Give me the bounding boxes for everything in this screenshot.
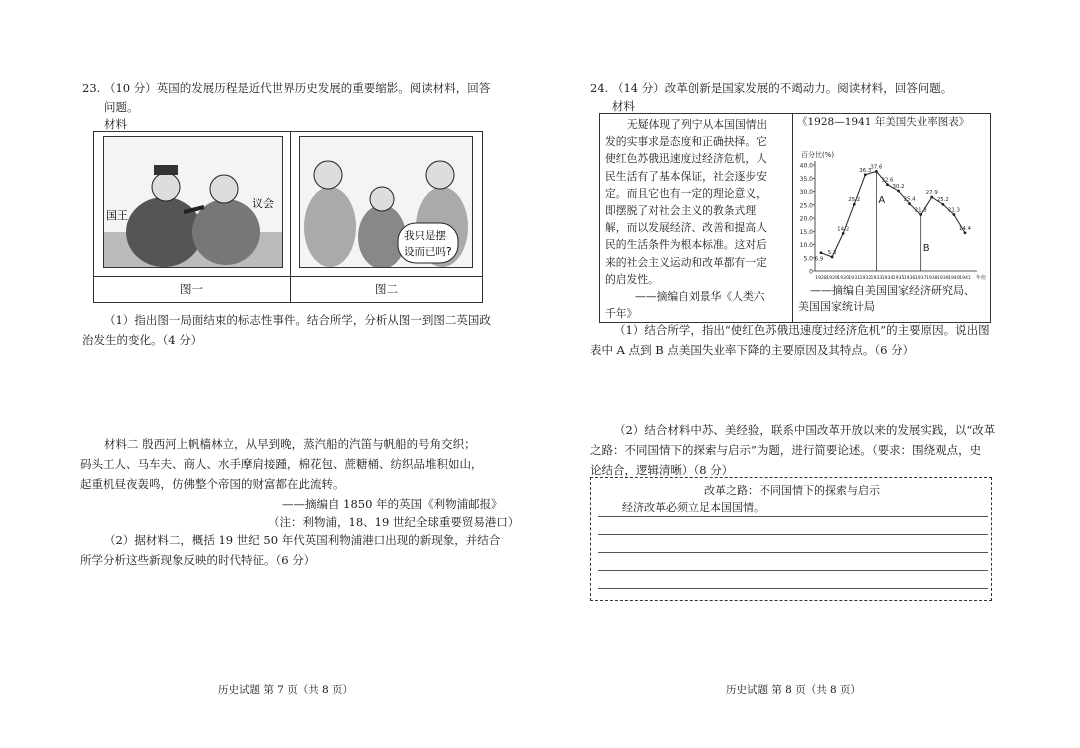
text-line: 发的实事求是态度和正确抉择。它 (605, 135, 767, 149)
data-label: 27.9 (925, 190, 938, 197)
data-label: 25.2 (936, 197, 949, 204)
q24-sub2-line1: （2）结合材料中苏、美经验，联系中国改革开放以来的发展实践，以“改革 (614, 423, 996, 437)
q23-sub2-line1: （2）据材料二，概括 19 世纪 50 年代英国利物浦港口出现的新现象，并结合 (104, 533, 501, 547)
material-two-line1: 材料二 殷西河上帆樯林立，从早到晚，蒸汽船的汽笛与帆船的号角交织； (104, 437, 476, 451)
text-line: 使红色苏俄迅速度过经济危机，人 (605, 152, 767, 166)
cartoon-figure-one (103, 136, 283, 268)
label-parliament: 议会 (252, 197, 274, 210)
y-tick-label: 0 (809, 268, 813, 276)
q23-title-cont: 问题。 (104, 100, 139, 114)
q23-sub2-line2: 所学分析这些新现象反映的时代特征。（6 分） (80, 553, 316, 567)
y-tick-label: 35.0 (799, 175, 813, 183)
x-tick-label: 1933 (870, 276, 883, 281)
q24-title: 24. （14 分）改革创新是国家发展的不竭动力。阅读材料，回答问题。 (590, 81, 953, 95)
answer-rule (598, 516, 988, 517)
text-line: 民的生活条件为根本标准。这对后 (605, 238, 767, 252)
material-label: 材料 (104, 117, 127, 131)
q24-sub2-line2: 之路：不同国情下的探索与启示”为题，进行简要论述。（要求：围绕观点，史 (590, 443, 982, 457)
page-footer-8: 历史试题 第 8 页（共 8 页） (726, 684, 862, 696)
annotation-label: A (878, 195, 886, 207)
data-label: 30.2 (892, 183, 905, 190)
data-point (864, 173, 867, 176)
x-tick-label: 1935 (892, 276, 905, 281)
data-point (908, 202, 911, 205)
y-tick-label: 20.0 (799, 215, 813, 223)
material-two-source: ——摘编自 1850 年的英国《利物浦邮报》 (282, 497, 503, 511)
data-label: 14.2 (837, 226, 850, 233)
caption-divider (93, 276, 483, 277)
material-two-line2: 码头工人、马车夫、商人、水手摩肩接踵，棉花包、蔗糖桶、纺织品堆积如山， (80, 457, 483, 471)
q23-sub1-line2: 治发生的变化。（4 分） (82, 333, 203, 347)
x-tick-label: 1937 (914, 276, 927, 281)
data-label: 14.4 (958, 225, 972, 232)
speech-line-1: 我只是摆 (404, 230, 446, 242)
material-two-line3: 起重机昼夜轰鸣，仿佛整个帝国的财富都在此流转。 (80, 477, 345, 491)
unemployment-chart (795, 115, 987, 295)
y-tick-label: 40.0 (799, 162, 813, 170)
q23-sub1-line1: （1）指出图一局面结束的标志性事件。结合所学，分析从图一到图二英国政 (104, 313, 491, 327)
data-point (897, 190, 900, 193)
data-label: 25.4 (903, 196, 916, 203)
data-point (953, 213, 956, 216)
data-point (820, 251, 823, 254)
y-tick-label: 5.0 (803, 255, 813, 263)
data-label: 36.3 (859, 167, 872, 174)
text-line: 解，而以发展经济、改善和提高人 (605, 221, 767, 235)
y-tick-label: 25.0 (799, 202, 813, 210)
y-tick-label: 30.0 (799, 189, 813, 196)
x-tick-label: 1936 (903, 276, 916, 281)
x-axis-label: 年份 (975, 275, 987, 281)
text-line: 来的社会主义运动和改革都有一定 (605, 255, 767, 269)
caption-figure-one: 图一 (180, 282, 203, 296)
data-label: 37.6 (870, 164, 883, 171)
data-point (930, 196, 933, 199)
answer-rule (598, 570, 988, 571)
chart-source-1: ——摘编自美国国家经济研究局、 (810, 284, 975, 297)
data-label: 5.3 (827, 249, 837, 256)
x-tick-label: 1938 (925, 276, 938, 281)
text-line: 的启发性。 (605, 272, 659, 286)
q24-sub1-line1: （1）结合所学，指出“使红色苏俄迅速度过经济危机”的主要原因。说出图 (614, 323, 990, 337)
annotation-label: B (922, 242, 930, 254)
data-point (941, 203, 944, 206)
data-point (853, 203, 856, 206)
text-line: 无疑体现了列宁从本国国情出 (627, 118, 768, 131)
text-source-2: 千年》 (605, 307, 638, 321)
data-label: 32.6 (881, 177, 894, 184)
chart-source-2: 美国国家统计局 (798, 300, 875, 313)
answer-title: 改革之路：不同国情下的探索与启示 (704, 484, 880, 497)
data-point (886, 183, 889, 186)
label-king: 国王 (106, 209, 128, 222)
data-point (831, 256, 834, 259)
x-tick-label: 1934 (881, 276, 894, 281)
data-point (964, 231, 967, 234)
answer-rule (598, 534, 988, 535)
chart-title: 《1928—1941 年美国失业率图表》 (797, 116, 970, 128)
caption-figure-two: 图二 (375, 282, 398, 296)
answer-line-1: 经济改革必须立足本国国情。 (622, 501, 765, 514)
page-footer-7: 历史试题 第 7 页（共 8 页） (218, 684, 354, 696)
x-tick-label: 1930 (837, 276, 850, 281)
speech-line-2: 设而已吗? (404, 246, 452, 258)
q24-sub2-line3: 论结合，逻辑清晰）（8 分） (590, 463, 734, 477)
text-line: 民生活有了基本保证，社会逐步安 (605, 169, 767, 183)
q24-sub1-line2: 表中 A 点到 B 点美国失业率下降的主要原因及其特点。（6 分） (590, 343, 915, 357)
y-tick-label: 10.0 (799, 242, 813, 249)
chart-ylabel: 百分比(%) (801, 151, 835, 159)
material-text (605, 116, 789, 322)
x-tick-label: 1939 (936, 276, 949, 281)
y-tick-label: 15.0 (799, 228, 813, 236)
x-tick-label: 1932 (859, 276, 872, 281)
material-two-note: （注：利物浦，18、19 世纪全球重要贸易港口） (268, 515, 520, 529)
x-tick-label: 1931 (848, 276, 861, 281)
material-box-divider (792, 113, 793, 322)
data-label: 6.9 (814, 256, 824, 263)
cartoon-figure-two (299, 136, 473, 268)
material-label-right: 材料 (612, 99, 635, 113)
data-label: 21.3 (914, 207, 927, 214)
chart-svg (795, 129, 987, 289)
x-tick-label: 1928 (815, 276, 827, 281)
x-tick-label: 1929 (826, 276, 838, 281)
data-point (842, 232, 845, 235)
text-source-1: ——摘编自刘景华《人类六 (635, 290, 765, 304)
answer-rule (598, 588, 988, 589)
x-tick-label: 1941 (959, 276, 971, 281)
text-line: 即摆脱了对社会主义的教条式理 (605, 204, 757, 218)
text-line: 定。而且它也有一定的理论意义， (605, 186, 767, 200)
x-tick-label: 1940 (948, 276, 960, 281)
q23-title: 23. （10 分）英国的发展历程是近代世界历史发展的重要缩影。阅读材料，回答 (82, 81, 491, 95)
data-label: 21.3 (947, 207, 960, 214)
answer-rule (598, 552, 988, 553)
data-label: 25.2 (848, 197, 861, 204)
